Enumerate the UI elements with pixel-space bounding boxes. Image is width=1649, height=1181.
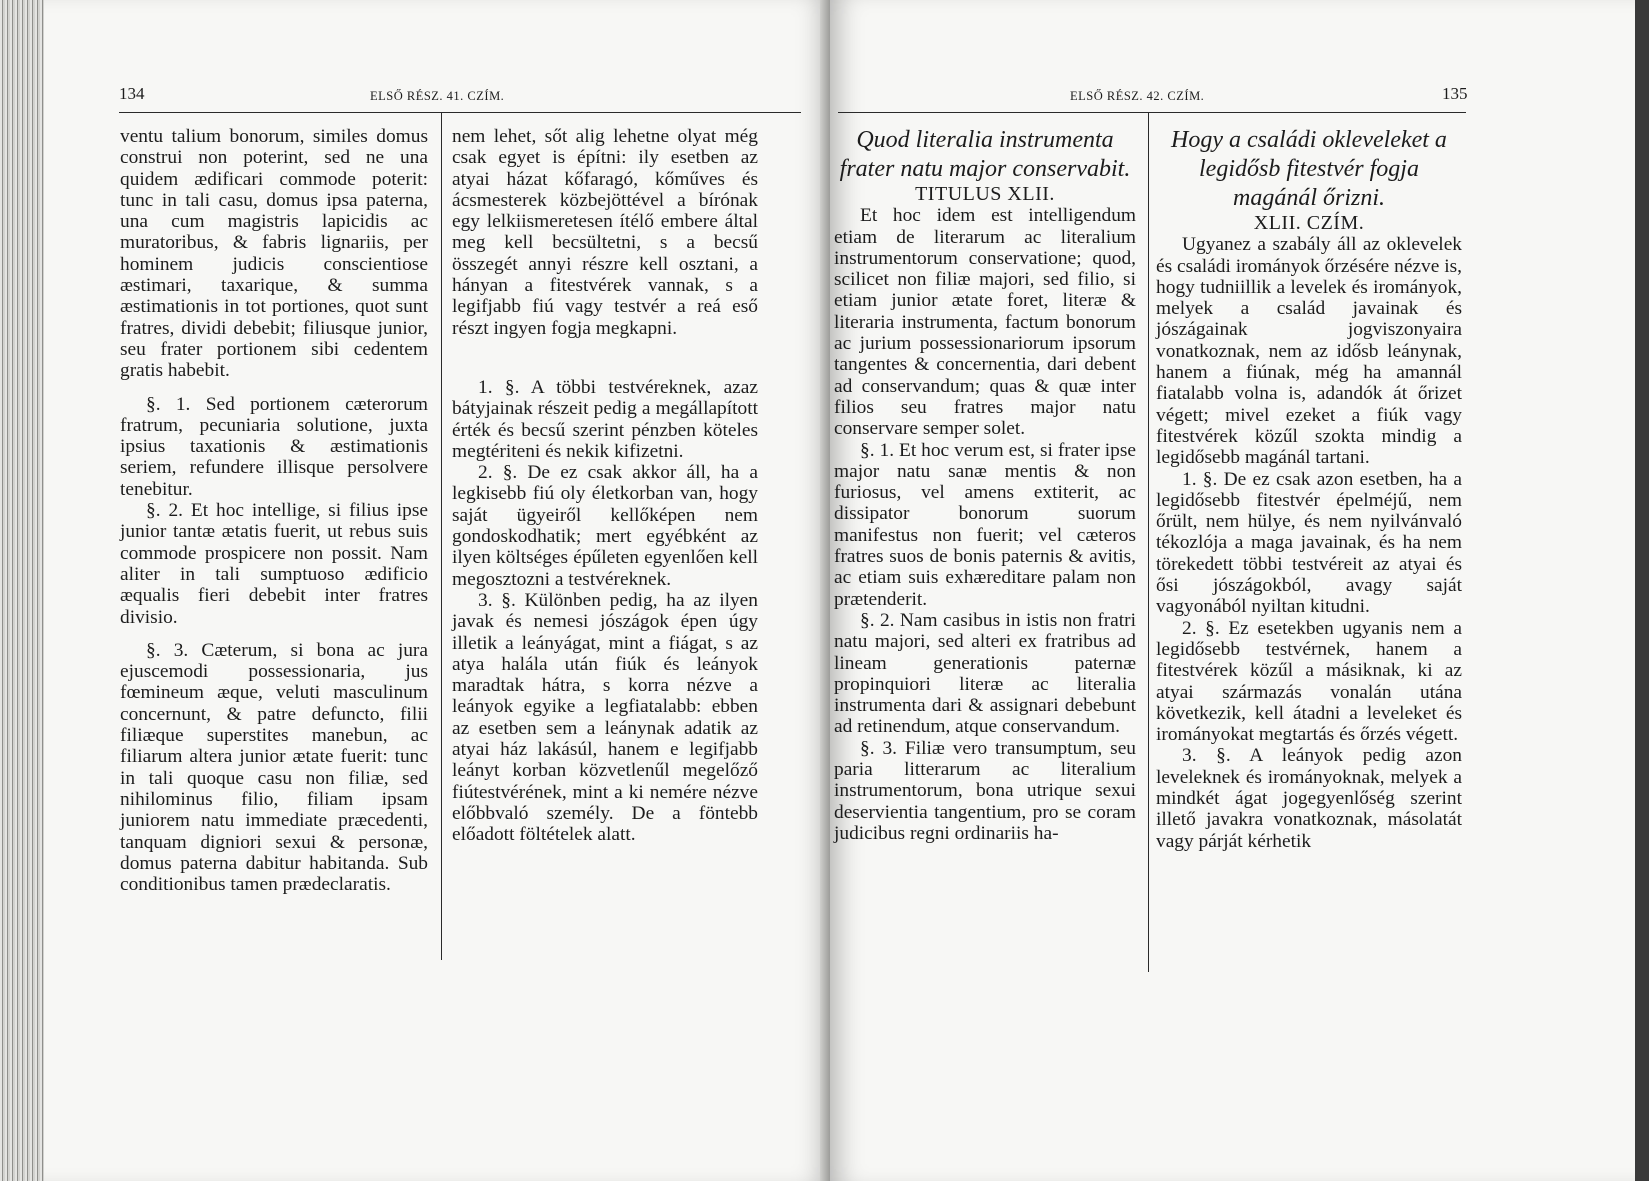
running-head-left: ELSŐ RÉSZ. 41. CZÍM.: [370, 89, 505, 103]
paragraph: §. 1. Et hoc verum est, si frater ipse major natu sanæ mentis & non furiosus, vel amens extiterit, ac dissipator bonorum suorum manifestus non fuerit; vel cæteros fratres suos de bonis paternis & avitis, ac etiam suis exhæreditare palam non prætenderit.: [834, 439, 1136, 610]
paragraph: §. 2. Et hoc intellige, si filius ipse junior tantæ ætatis fuerit, ut rebus suis commode prospicere non possit. Nam aliter in tali sumptuoso ædificio æqualis fieri debebit inter fratres divisio.: [120, 500, 428, 628]
header-rule: [838, 112, 1466, 113]
page-number-left: 134: [119, 84, 145, 103]
paragraph: Et hoc idem est intelligendum etiam de literarum ac literalium instrumentorum conservatione; quod, scilicet non filiæ majori, sed filio, si etiam junior ætate foret, literæ & literaria instrumenta, factum bonorum ac jurium possessionariorum ipsorum tangentes & concernentia, dari debent ad conservandum; quas & quæ inter filios seu fratres major natu conservare semper solet.: [834, 205, 1136, 440]
column-divider: [1148, 112, 1149, 972]
column-divider: [441, 112, 442, 960]
left-page: [44, 0, 830, 1181]
running-head-right: ELSŐ RÉSZ. 42. CZÍM.: [1070, 89, 1205, 103]
paragraph: §. 1. Sed portionem cæterorum fratrum, pecuniaria solutione, juxta ipsius taxationis & æstimationis seriem, refundere illisque persolvere tenebitur.: [120, 393, 428, 500]
paragraph: §. 3. Cæterum, si bona ac jura ejuscemodi possessionaria, jus fœmineum æque, veluti masculinum concernunt, & patre defuncto, filii filiæque superstites manebun, ac filiarum altera junior ætate fuerit: tunc in tali quoque casu non filiæ, sed nihilominus filio, filiam ipsam juniorem natu immediate præcedenti, tanquam digniori sexui & personæ, domus paterna dabitur habitanda. Sub conditionibus tamen prædeclaratis.: [120, 639, 428, 896]
paragraph: ventu talium bonorum, similes domus construi non poterint, sed ne una quidem ædificari commode poterit: tunc in tali casu, domus ipsa paterna, una cum magistris lapicidis ac muratoribus, & fabris lignariis, per hominem judicis conscientiose æstimari, taxarique, & summa æstimationis in tot portiones, quot sunt fratres, dividi debebit; filiusque junior, seu frater portionem sibi cedentem gratis habebit.: [120, 126, 428, 382]
paragraph: Ugyanez a szabály áll az oklevelek és családi irományok őrzésére nézve is, hogy tudniillik a levelek és irományok, melyek a család javainak és jószágainak jogviszonyaira vonatkoznak, nem az idősb leánynak, hanem a fiúnak, még ha amannál fiatalabb volna is, adandók át őrizet végett; mivel ezeket a fiúk vagy fitestvérek közűl szokta mindig a legidősebb magánál tartani.: [1156, 234, 1462, 469]
header-rule: [119, 112, 801, 113]
page-number-right: 135: [1442, 84, 1468, 103]
latin-column: [834, 126, 1136, 844]
paragraph: 1. §. De ez csak azon esetben, ha a legidősebb fitestvér épelméjű, nem őrült, nem hülye, és nem nyilvánvaló tékozlója a maga javainak, és ha nem törekedett többi testvéreit az atyai és ősi jószágokból, avagy saját vagyonából nyiltan kitudni.: [1156, 468, 1462, 618]
paragraph: 2. §. De ez csak akkor áll, ha a legkisebb fiú oly életkorban van, hogy saját ügyeiről kellőképen nem gondoskodhatik; mert egyébként az ilyen költséges épűleten egyenlően kell megosztozni a testvéreknek.: [452, 462, 758, 590]
paragraph: 1. §. A többi testvéreknek, azaz bátyjainak részeit pedig a megállapított érték és becsű szerint pénzben köteles megtériteni és nekik kifizetni.: [452, 376, 758, 462]
scan-border: [1635, 0, 1649, 1181]
paragraph: 3. §. Különben pedig, ha az ilyen javak és nemesi jószágok épen úgy illetik a leányágat, mint a fiágat, s az atya halála után fiúk és leányok maradtak hátra, s korra nézve a leányok egyike a legfiatalabb: ebben az esetben sem a leánynak adatik az atyai ház lakásúl, hanem e legifjabb leányt korban közvetlenűl megelőző fiútestvérének, mint a ki nemére nézve előbbvaló személy. De a föntebb előadott föltételek alatt.: [452, 589, 758, 846]
section-title-hungarian: Hogy a családi okleveleket a legidősb fitestvér fogja magánál őrizni.: [1171, 127, 1447, 211]
paragraph: nem lehet, sőt alig lehetne olyat még csak egyet is építni: ily esetben az atyai házat kőfaragó, kőműves és ácsmesterek közbejöttével a bírónak egy lelkiismeretesen ítélő embere által meg kell becsültetni, s a becsű összegét annyi részre kell osztani, a hányan a fitestvérek vannak, s a legifjabb fiú vagy testvér a reá eső részt ingyen fogja megkapni.: [452, 126, 758, 339]
paragraph: §. 2. Nam casibus in istis non fratri natu majori, sed alteri ex fratribus ad lineam generationis paternæ propinquiori literæ ac literalia instrumenta dari & assignari debebunt ad retinendum, atque conservandum.: [834, 609, 1136, 738]
hungarian-column: [452, 126, 758, 846]
right-page: [830, 0, 1635, 1181]
latin-column: [120, 126, 428, 895]
czim-heading: XLII. CZÍM.: [1253, 212, 1365, 234]
paragraph: §. 3. Filiæ vero transumptum, seu paria litterarum ac literalium instrumentorum, bona utrique sexui deservientia tangentium, pro se coram judicibus regni ordinariis ha-: [834, 737, 1136, 844]
paragraph: 3. §. A leányok pedig azon leveleknek és irományoknak, melyek a mindkét ágat jogegyenlőség szerint illető javakra vonatkoznak, másolatát vagy párját kérhetik: [1156, 745, 1462, 852]
section-title-latin: Quod literalia instrumenta frater natu major conservabit.: [839, 127, 1131, 182]
page-edges: [0, 0, 44, 1181]
paragraph: 2. §. Ez esetekben ugyanis nem a legidősebb testvérnek, hanem a fitestvérek közűl a másiknak, ki az atyai származás vonalán utána következik, kell átadni a leveleket és irományokat megtartás és őrzés végett.: [1156, 617, 1462, 746]
titulus-heading: TITULUS XLII.: [915, 183, 1055, 205]
hungarian-column: [1156, 126, 1462, 852]
